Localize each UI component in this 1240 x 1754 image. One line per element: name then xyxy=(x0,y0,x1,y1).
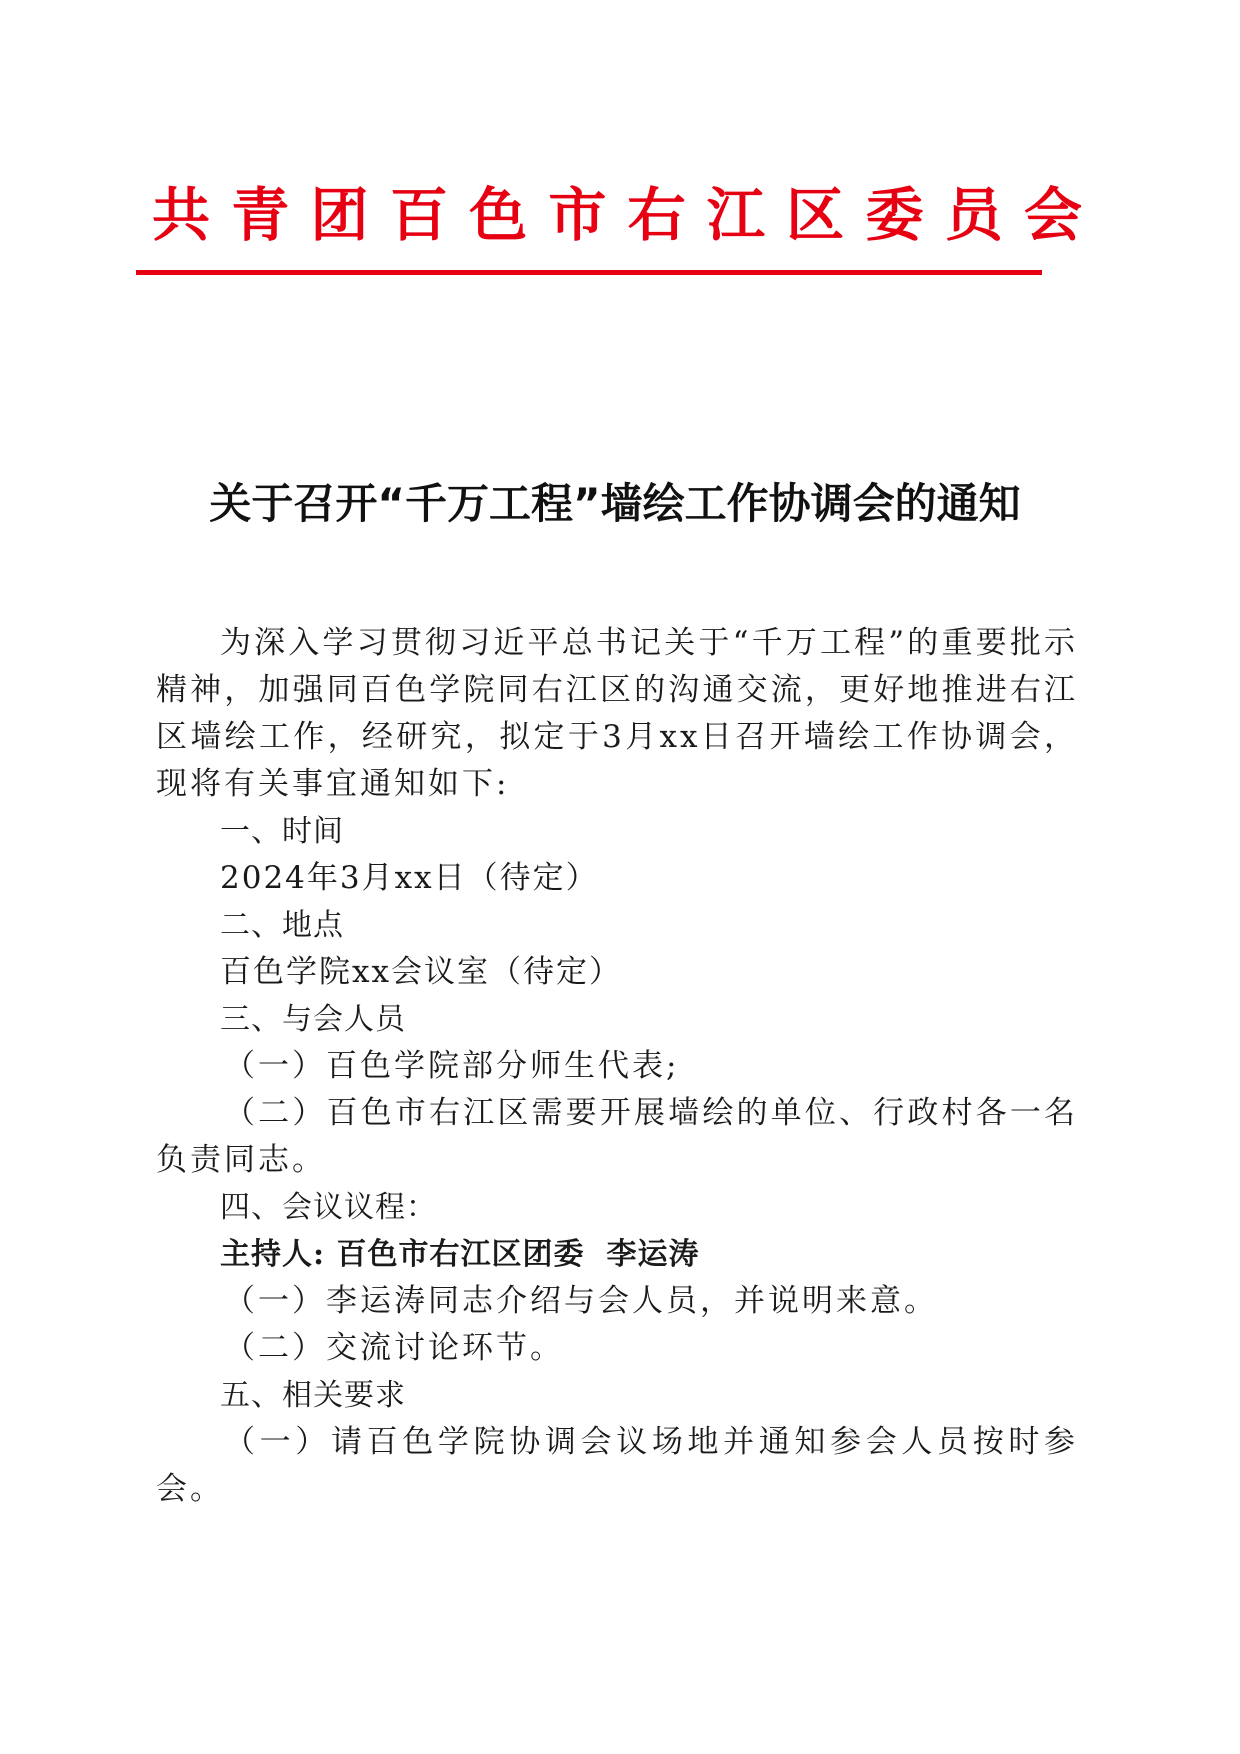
host-label: 主持人: xyxy=(220,1237,326,1272)
header-red-rule xyxy=(136,270,1042,275)
attendees-item: （一）百色学院部分师生代表; xyxy=(224,1048,680,1084)
agenda-item: （一）李运涛同志介绍与会人员，并说明来意。 xyxy=(224,1283,938,1319)
organization-header: 共青团百色市右江区委员会 xyxy=(152,181,1082,249)
agenda-host-line xyxy=(156,1231,1078,1278)
document-body xyxy=(156,620,1078,1513)
intro-paragraph: 为深入学习贯彻习近平总书记关于“千万工程”的重要批示精神，加强同百色学院同右江区的沟通交流，更好地推进右江区墙绘工作，经研究，拟定于3月xx日召开墙绘工作协调会，现将有关事宜通知如下: xyxy=(156,625,1078,802)
section-place-heading: 二、地点 xyxy=(220,908,344,943)
requirements-item: （一）请百色学院协调会议场地并通知参会人员按时参会。 xyxy=(156,1424,1078,1507)
attendees-item: （二）百色市右江区需要开展墙绘的单位、行政村各一名负责同志。 xyxy=(156,1095,1078,1178)
section-place-content: 百色学院xx会议室（待定） xyxy=(220,954,622,990)
host-unit: 百色市右江区团委 xyxy=(336,1237,585,1272)
document-title: 关于召开“千万工程”墙绘工作协调会的通知 xyxy=(209,479,1021,528)
host-name: 李运涛 xyxy=(606,1237,700,1272)
section-attendees-heading: 三、与会人员 xyxy=(220,1002,406,1037)
section-requirements-heading: 五、相关要求 xyxy=(220,1378,406,1413)
section-time-content: 2024年3月xx日（待定） xyxy=(220,860,599,896)
section-time-heading: 一、时间 xyxy=(220,814,344,849)
section-agenda-heading: 四、会议议程： xyxy=(220,1190,437,1225)
agenda-item: （二）交流讨论环节。 xyxy=(224,1330,564,1366)
